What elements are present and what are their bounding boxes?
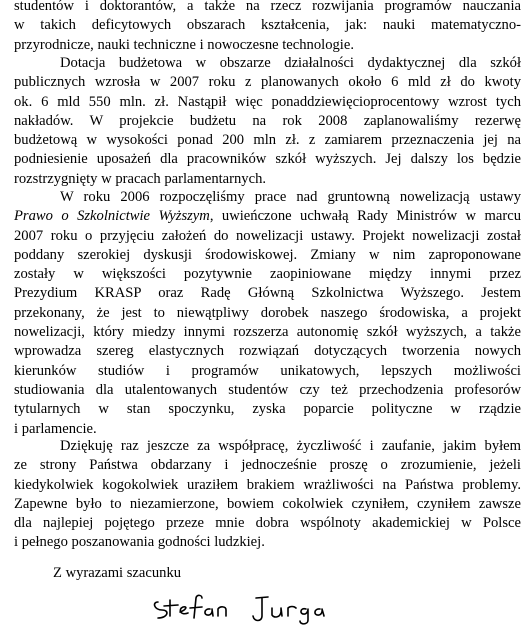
text-line: Prezydium KRASP oraz Radę Główną Szkolnictwa Wyższego. Jestem — [14, 285, 521, 302]
text-line: Dziękuję raz jeszcze za współpracę, życzliwość i zaufanie, jakim byłem — [60, 438, 521, 454]
paragraph-2 — [0, 54, 531, 189]
closing-salutation: Z wyrazami szacunku — [53, 565, 182, 581]
text-line: ze strony Państwa obdarzany i jednocześnie proszę o zrozumienie, jeżeli — [14, 457, 521, 474]
text-line: Zapewne było to niezamierzone, bowiem cokolwiek czyniłem, czyniłem zawsze — [14, 495, 521, 512]
text-line: ok. 6 mld 550 mln. zł. Nastąpił więc ponaddziewięcioprocentowy wzrost tych — [14, 93, 521, 110]
text-line: wprowadza szereg elastycznych rozwiązań dotyczących tworzenia nowych — [14, 343, 521, 360]
text-line: zostały w większości pozytywnie zaopiniowane między innymi przez — [14, 266, 521, 283]
text-line: rozstrzygnięty w pracach parlamentarnych. — [14, 170, 267, 187]
text-line: w takich deficytowych obszarach kształcenia, jak: nauki matematyczno- — [14, 17, 521, 34]
text-line: studentów i doktorantów, a także na rzecz rozwijania programów nauczania — [14, 0, 521, 14]
text-line: podniesienie uposażeń dla pracowników szkół wyższych. Jej dalszy los będzie — [14, 151, 521, 168]
text-line: nowelizacji, który miedzy innymi rozszerza autonomię szkół wyższych, a także — [14, 324, 521, 341]
text-line: tytularnych w stan spoczynku, zyska poparcie polityczne w rządzie — [14, 401, 521, 418]
text-line: publicznych wzrosła w 2007 roku z planowanych około 6 mld zł do kwoty — [14, 74, 521, 91]
text-line: poddany szerokiej dyskusji środowiskowej. Zmiany w nim zaproponowane — [14, 246, 521, 263]
handwritten-signature — [150, 588, 330, 628]
paragraph-3 — [0, 188, 531, 439]
text-line: Dotacja budżetowa w obszarze działalności dydaktycznej dla szkół — [60, 55, 521, 71]
text-line: studiowania dla utalentowanych studentów czy też przechodzenia profesorów — [14, 381, 521, 398]
text-line: budżetową w wysokości ponad 200 mln zł. z zamiarem przeznaczenia jej na — [14, 132, 521, 149]
text-line: dla najlepiej pojętego przeze mnie dobra wspólnoty akademickiej w Polsce — [14, 515, 521, 532]
text-line: kiedykolwiek kogokolwiek uraziłem brakiem wrażliwości na Państwa problemy. — [14, 476, 521, 493]
text-line: W roku 2006 rozpoczęliśmy prace nad gruntowną nowelizacją ustawy — [60, 189, 521, 205]
text-line: i parlamencie. — [14, 420, 97, 437]
text-line — [0, 207, 531, 226]
text-line: 2007 roku o przyjęciu założeń do nowelizacji ustawy. Projekt nowelizacji został — [14, 227, 521, 244]
text-line: nakładów. W projekcie budżetu na rok 2008 zaplanowaliśmy rezerwę — [14, 112, 521, 129]
text-line: kierunków studiów i programów unikatowych, lepszych możliwości — [14, 362, 521, 379]
text-line: i pełnego poszanowania godności ludzkiej. — [14, 534, 265, 551]
paragraph-1 — [0, 0, 531, 55]
act-title: Prawo o Szkolnictwie Wyższym — [14, 208, 210, 225]
text-line: przekonany, że jest to niewątpliwy dorobek naszego środowiska, a projekt — [14, 304, 521, 321]
act-title-rest: , uwieńczone uchwałą Rady Ministrów w marcu — [209, 208, 521, 225]
paragraph-4 — [0, 437, 531, 553]
text-line: przyrodnicze, nauki techniczne i nowoczesne technologie. — [14, 36, 354, 53]
